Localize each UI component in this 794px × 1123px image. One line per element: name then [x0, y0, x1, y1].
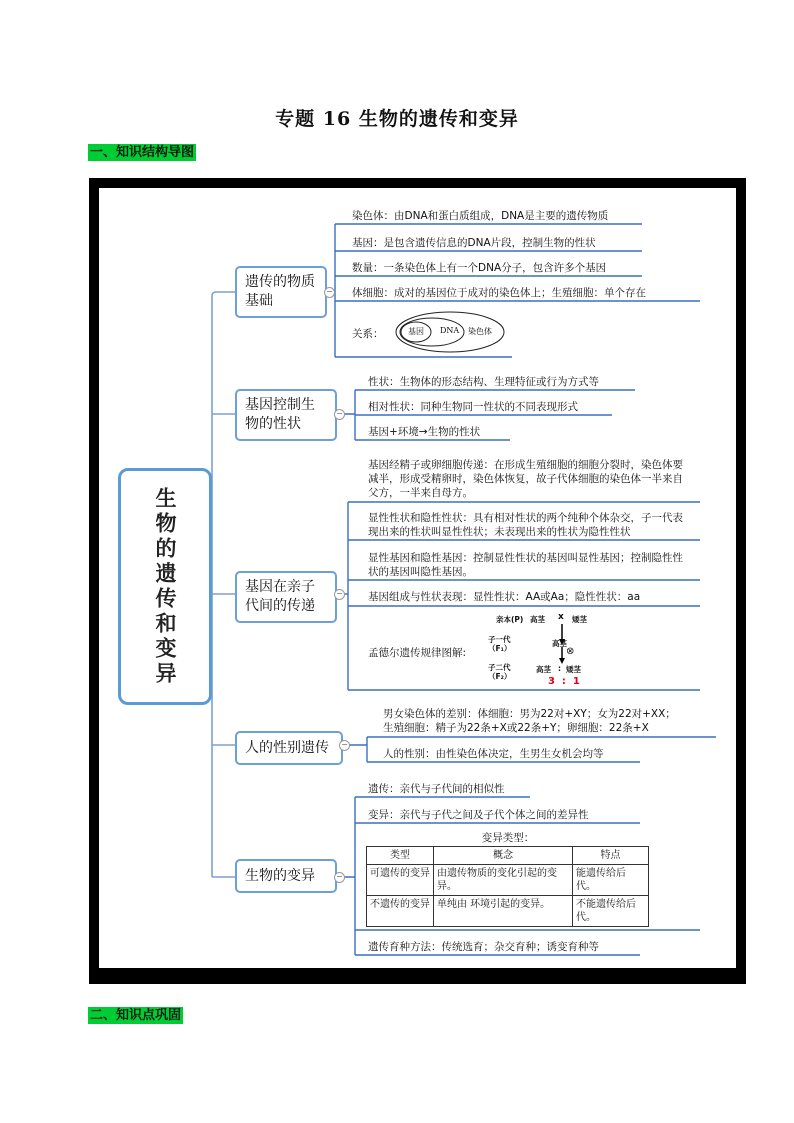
- leaf-relative-trait: 相对性状：同种生物同一性状的不同表现形式: [368, 401, 578, 413]
- table-cell: 单纯由 环境引起的变异。: [434, 896, 573, 927]
- table-header-cell: 特点: [573, 847, 649, 865]
- collapse-toggle-icon[interactable]: −: [324, 287, 335, 298]
- leaf-genotype-phenotype: 基因组成与性状表现：显性性状：AA或Aa；隐性性状：aa: [368, 591, 641, 603]
- leaf-variation: 变异：亲代与子代之间及子代个体之间的差异性: [368, 809, 589, 821]
- leaf-gene: 基因：是包含遗传信息的DNA片段，控制生物的性状: [352, 237, 596, 249]
- parent-tall: 高茎: [530, 615, 545, 624]
- leaf-sex-chromosome-somatic: 男女染色体的差别：体细胞：男为22对+XY；女为22对+XX；: [383, 708, 676, 720]
- f2-label: 子二代: [488, 663, 511, 672]
- parent-short: 矮茎: [572, 615, 587, 624]
- collapse-toggle-icon[interactable]: −: [339, 740, 350, 751]
- selfing-icon: ⊗: [566, 646, 575, 657]
- leaf-sex-determination: 人的性别：由性染色体决定，生男生女机会均等: [383, 748, 604, 760]
- table-cell: 可遗传的变异: [367, 865, 434, 896]
- table-cell: 不遗传的变异: [367, 896, 434, 927]
- mendel-cross-diagram: [480, 612, 610, 690]
- table-cell: 由遗传物质的变化引起的变异。: [434, 865, 573, 896]
- leaf-quantity: 数量：一条染色体上有一个DNA分子，包含许多个基因: [352, 262, 607, 274]
- ratio-label: 3 : 1: [548, 676, 580, 687]
- leaf-relation: 关系：: [352, 328, 384, 340]
- f1-sublabel: （F₁）: [488, 644, 512, 653]
- leaf-sex-chromosome-gamete: 生殖细胞：精子为22条+X或22条+Y；卵细胞：22条+X: [383, 722, 649, 734]
- branch-node-gene-trait[interactable]: [235, 389, 337, 441]
- f2-sublabel: （F₂）: [488, 672, 512, 681]
- leaf-heredity: 遗传：亲代与子代间的相似性: [368, 783, 505, 795]
- leaf-breeding-methods: 遗传育种方法：传统选育；杂交育种；诱变育种等: [368, 941, 599, 953]
- branch-label: 基因在亲子代间的传递: [245, 579, 315, 614]
- branch-node-genetic-basis[interactable]: [235, 266, 327, 318]
- root-label: 生物的遗传和变异: [153, 486, 177, 687]
- arrow-down-icon: [558, 647, 566, 665]
- relation-chromosome-label: 染色体: [468, 327, 492, 336]
- relation-dna-label: DNA: [440, 326, 460, 335]
- f2-tall: 高茎: [536, 665, 551, 674]
- collapse-toggle-icon[interactable]: −: [334, 589, 345, 600]
- relation-gene-label: 基因: [408, 327, 424, 336]
- collapse-toggle-icon[interactable]: −: [334, 872, 345, 883]
- table-header-row: [367, 847, 649, 865]
- f2-colon: :: [558, 664, 561, 673]
- branch-label: 生物的变异: [245, 867, 315, 884]
- table-cell: 不能遗传给后代。: [573, 896, 649, 927]
- section-heading-structure: 一、知识结构导图: [90, 145, 195, 160]
- f2-short: 矮茎: [566, 665, 581, 674]
- collapse-toggle-icon[interactable]: −: [334, 409, 345, 420]
- leaf-chromosome: 染色体：由DNA和蛋白质组成，DNA是主要的遗传物质: [352, 210, 609, 222]
- leaf-somatic-cell: 体细胞：成对的基因位于成对的染色体上；生殖细胞：单个存在: [352, 287, 646, 299]
- leaf-dominant-recessive-gene: 显性基因和隐性基因：控制显性性状的基因叫显性基因；控制隐性性状的基因叫隐性基因。: [368, 552, 683, 578]
- page-title: 专题 16 生物的遗传和变异: [275, 108, 519, 130]
- branch-node-sex-inheritance[interactable]: [235, 731, 343, 765]
- leaf-gamete-transmission: 基因经精子或卵细胞传递：在形成生殖细胞的细胞分裂时，染色体要减半，形成受精卵时，染色体恢复，故子代体细胞的染色体一半来自父方，一半来自母方。: [368, 459, 683, 499]
- leaf-trait: 性状：生物体的形态结构、生理特征或行为方式等: [368, 376, 599, 388]
- parent-generation-label: 亲本(P): [496, 615, 524, 624]
- branch-label: 人的性别遗传: [245, 739, 329, 756]
- root-node[interactable]: [118, 468, 212, 705]
- branch-label: 遗传的物质基础: [245, 274, 315, 309]
- cross-symbol: x: [558, 612, 564, 622]
- table-row: [367, 896, 649, 927]
- section-heading-consolidation: 二、知识点巩固: [90, 1008, 182, 1023]
- leaf-dominant-recessive-trait: 显性性状和隐性性状：具有相对性状的两个纯种个体杂交，子一代表现出来的性状叫显性性状；未表现出来的性状为隐性性状: [368, 512, 683, 538]
- branch-label: 基因控制生物的性状: [245, 397, 315, 432]
- table-header-cell: 类型: [367, 847, 434, 865]
- f1-label: 子一代: [488, 635, 511, 644]
- table-row: [367, 865, 649, 896]
- branch-node-variation[interactable]: [235, 859, 337, 893]
- variation-table-caption: 变异类型：: [481, 832, 535, 844]
- leaf-gene-environment: 基因+环境→生物的性状: [368, 426, 481, 438]
- f1-tall: 高茎: [552, 639, 567, 648]
- variation-type-table: [366, 846, 649, 927]
- leaf-mendel-diagram: 孟德尔遗传规律图解:: [368, 647, 467, 659]
- table-cell: 能遗传给后代。: [573, 865, 649, 896]
- branch-node-inheritance[interactable]: [235, 571, 337, 623]
- table-header-cell: 概念: [434, 847, 573, 865]
